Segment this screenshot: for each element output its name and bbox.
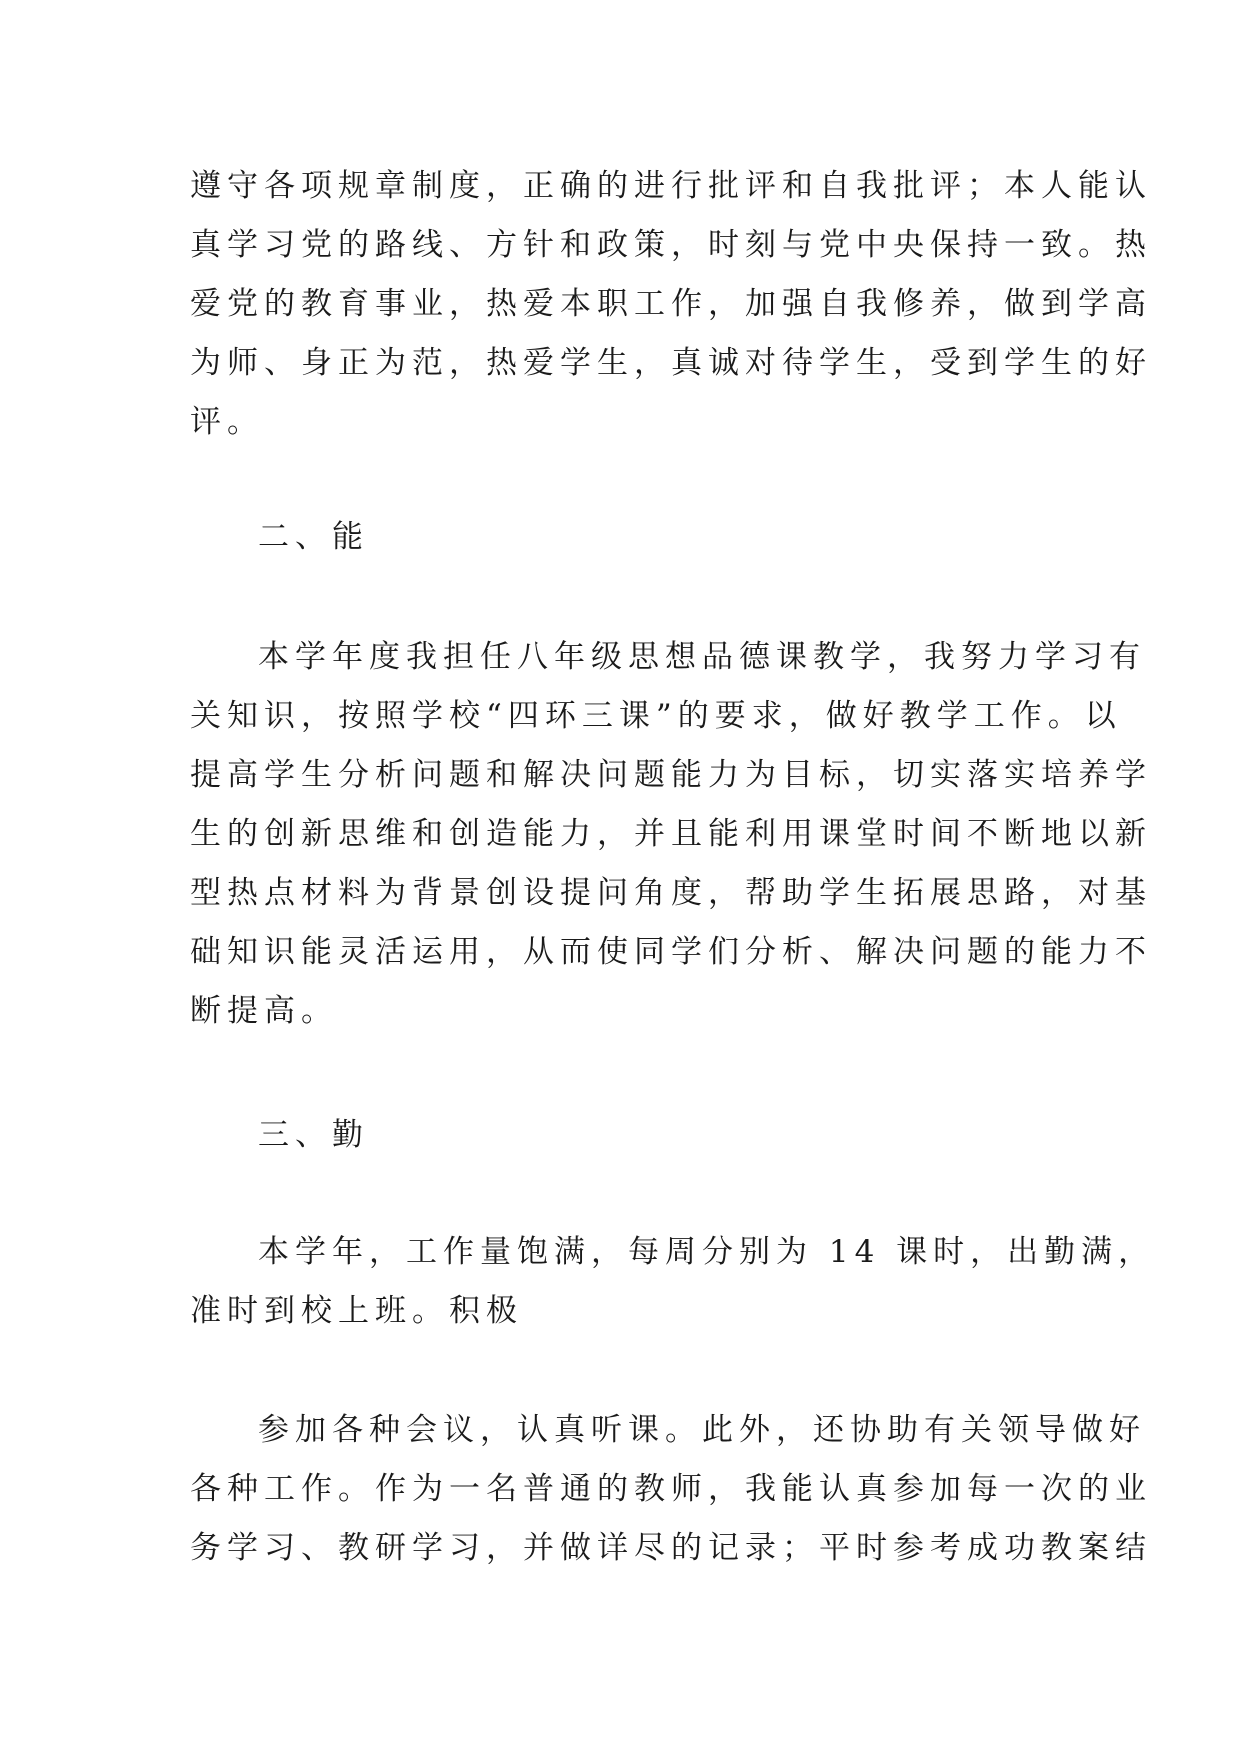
text-line: 评。 bbox=[190, 404, 264, 440]
text-line: 础知识能灵活运用，从而使同学们分析、解决问题的能力不 bbox=[190, 934, 1152, 970]
text-line: 各种工作。作为一名普通的教师，我能认真参加每一次的业 bbox=[190, 1471, 1152, 1507]
text-line: 本学年度我担任八年级思想品德课教学，我努力学习有 bbox=[258, 639, 1146, 675]
paragraph-discipline bbox=[190, 157, 1152, 452]
paragraph-ability bbox=[190, 628, 1152, 1041]
text-line: 准时到校上班。积极 bbox=[190, 1293, 523, 1329]
section-heading-ability: 二、能 bbox=[258, 519, 369, 555]
text-line: 为师、身正为范，热爱学生，真诚对待学生，受到学生的好 bbox=[190, 345, 1152, 381]
text-line: 务学习、教研学习，并做详尽的记录；平时参考成功教案结 bbox=[190, 1530, 1152, 1566]
text-line: 参加各种会议，认真听课。此外，还协助有关领导做好 bbox=[258, 1412, 1146, 1448]
text-line: 型热点材料为背景创设提问角度，帮助学生拓展思路，对基 bbox=[190, 875, 1152, 911]
text-line: 关知识，按照学校“四环三课”的要求，做好教学工作。以 bbox=[190, 698, 1122, 734]
section-heading-diligence: 三、勤 bbox=[258, 1117, 369, 1153]
text-line: 本学年，工作量饱满，每周分别为 14 课时，出勤满， bbox=[258, 1234, 1156, 1270]
text-line: 生的创新思维和创造能力，并且能利用课堂时间不断地以新 bbox=[190, 816, 1152, 852]
text-line: 提高学生分析问题和解决问题能力为目标，切实落实培养学 bbox=[190, 757, 1152, 793]
paragraph-diligence bbox=[190, 1223, 1156, 1341]
text-line: 遵守各项规章制度，正确的进行批评和自我批评；本人能认 bbox=[190, 168, 1152, 204]
text-line: 断提高。 bbox=[190, 993, 338, 1029]
text-line: 真学习党的路线、方针和政策，时刻与党中央保持一致。热 bbox=[190, 227, 1152, 263]
paragraph-meetings bbox=[190, 1401, 1152, 1578]
text-line: 爱党的教育事业，热爱本职工作，加强自我修养，做到学高 bbox=[190, 286, 1152, 322]
